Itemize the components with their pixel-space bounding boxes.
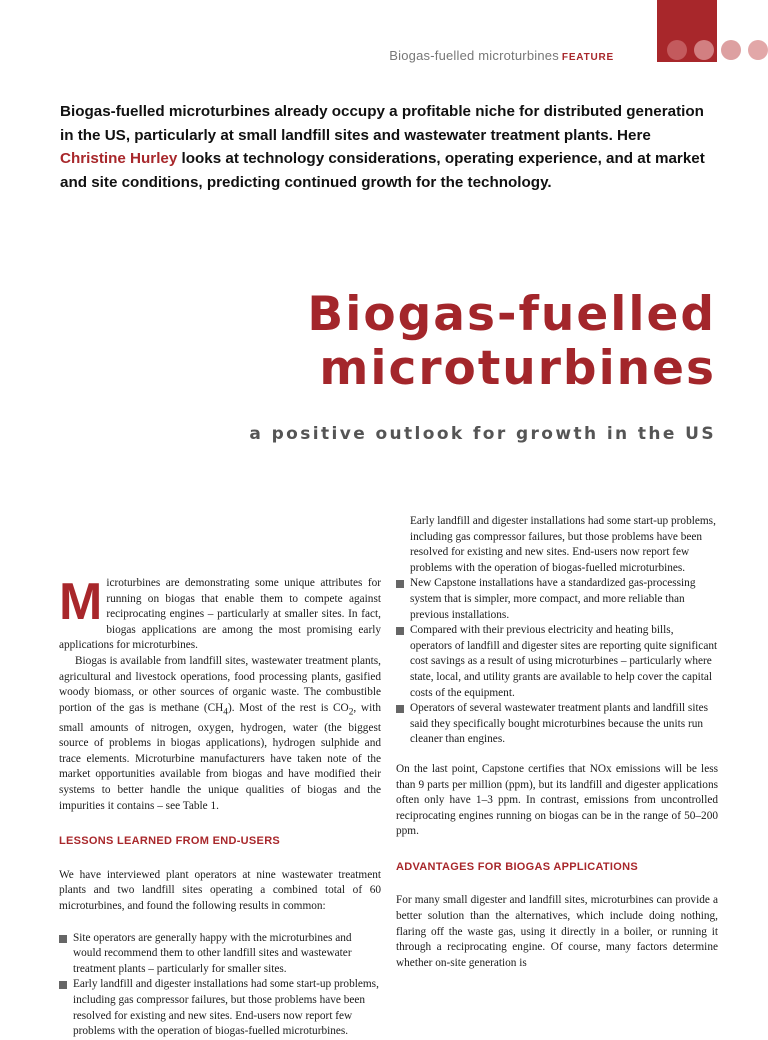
standfirst [60, 100, 720, 194]
decorative-dot [748, 40, 768, 60]
decorative-dot [667, 40, 687, 60]
standfirst-text-after: looks at technology considerations, operating experience, and at market and site conditions, predicting continued growth for the technology. [60, 150, 705, 191]
bullet-text: Early landfill and digester installations had some start-up problems, including gas compressor failures, but those problems have been resolved for existing and new sites. End-users now report few problems with the operation of biogas-fuelled microturbines. [410, 515, 716, 574]
heading-lessons: LESSONS LEARNED FROM END-USERS [59, 835, 281, 848]
bullet-square-icon [396, 580, 404, 588]
bullet-item [396, 701, 718, 748]
bullet-square-icon [59, 935, 67, 943]
title-line-2: microturbines [319, 341, 716, 396]
body-column-right [396, 515, 718, 971]
bullet-square-icon [396, 627, 404, 635]
paragraph-intro [59, 573, 381, 654]
running-head-title: Biogas-fuelled microturbines [389, 48, 559, 63]
running-head [389, 48, 614, 63]
bullet-item [59, 977, 381, 1039]
bullet-text: Site operators are generally happy with the microturbines and would recommend them to other landfill sites and wastewater treatment plants – particularly for smaller sites. [73, 931, 352, 975]
paragraph-biogas [59, 654, 381, 814]
subscript-2: 2 [348, 707, 354, 717]
paragraph-intro-text: icroturbines are demonstrating some unique attributes for running on biogas that enable them to compete against reciprocating engines – particularly at smaller sites. In fact, biogas applications are among the most promising early applications for microturbines. [59, 577, 381, 652]
title-line-1: Biogas-fuelled [307, 287, 716, 342]
bullet-item [59, 931, 381, 978]
body-column-left [59, 573, 382, 1040]
article-title [307, 288, 716, 396]
standfirst-text-before: Biogas-fuelled microturbines already occupy a profitable niche for distributed generation in the US, particularly at small landfill sites and wastewater treatment plants. Here [60, 103, 704, 144]
bullet-text: Operators of several wastewater treatment plants and landfill sites said they specifically bought microturbines because the units run cleaner than engines. [410, 702, 709, 746]
bullet-text: New Capstone installations have a standardized gas-processing system that is simpler, more compact, and more reliable than previous installations. [410, 577, 696, 621]
paragraph-biogas-text-b: ). Most of the rest is CO [228, 701, 349, 714]
bullet-text: Early landfill and digester installations had some start-up problems, including gas compressor failures, but those problems have been resolved for existing and new sites. End-users now report few problems with the operation of biogas-fuelled microturbines. [73, 978, 379, 1038]
author-name: Christine Hurley [60, 150, 178, 168]
paragraph-interviews: We have interviewed plant operators at nine wastewater treatment plants and two landfill sites operating a combined total of 60 microturbines, and found the following results in common: [59, 868, 381, 912]
heading-advantages: ADVANTAGES FOR BIOGAS APPLICATIONS [396, 860, 639, 873]
bullet-square-icon [59, 981, 67, 989]
bullet-item [396, 576, 718, 623]
paragraph-biogas-text-a: Biogas is available from landfill sites, wastewater treatment plants, agricultural and livestock operations, food processing plants, gasified woody biomass, or other sources of organic waste. The combustible portion of the gas is methane (CH [59, 654, 381, 714]
bullet-text: Compared with their previous electricity and heating bills, operators of landfill and digester sites are reporting quite significant cost savings as a result of using microturbines – particularly where state, local, and utility grants are available to help cover the capital costs of the equipment. [410, 624, 718, 699]
bullet-item [396, 514, 718, 576]
paragraph-nox: On the last point, Capstone certifies that NOx emissions will be less than 9 parts per million (ppm), but its landfill and digester applications often only have 1–3 ppm. In contrast, emissions from uncontrolled reciprocating engines running on biogas can be in the range of 50–200 ppm. [396, 762, 718, 838]
subscript-4: 4 [223, 707, 228, 717]
bullet-item [396, 623, 718, 701]
paragraph-biogas-text-c: , with small amounts of nitrogen, oxygen, hydrogen, water (the biggest source of problems in biogas applications), hydrogen sulphide and trace elements. Microturbine manufacturers have taken note of the market opportunities available from biogas and have modified their systems to better handle the unique qualities of biogas and the impurities it contains – see Table 1. [59, 701, 382, 812]
bullet-square-icon [396, 705, 404, 713]
paragraph-advantages: For many small digester and landfill sites, microturbines can provide a better solution than the alternatives, which include doing nothing, flaring off the waste gas, using it directly in a boiler, or running it through a reciprocating engine. Of course, many factors determine whether on-site generation is [396, 894, 718, 969]
drop-cap: M [59, 573, 103, 631]
decorative-dot [694, 40, 714, 60]
article-subtitle: a positive outlook for growth in the US [249, 424, 716, 444]
decorative-dot [721, 40, 741, 60]
section-tag: FEATURE [561, 52, 614, 63]
